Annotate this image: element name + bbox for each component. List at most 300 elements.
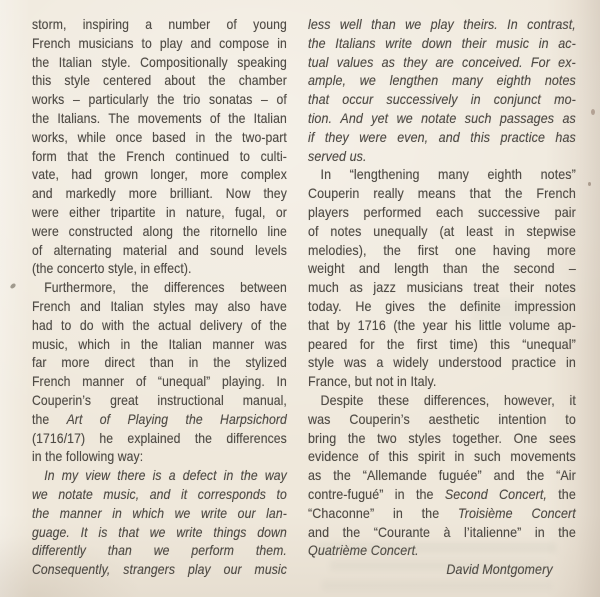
text-line [32,222,287,241]
word: for [359,335,375,352]
word: yet [371,109,389,126]
text-line [32,410,287,429]
bleed-through-artifact [318,542,556,553]
word: differently [32,542,86,559]
word: and [308,523,330,540]
word: The [108,109,130,126]
word: the [386,335,405,352]
word: material [122,241,168,258]
word: this [388,448,409,465]
word: had [32,316,53,333]
word: in [392,504,403,521]
word: time) [449,335,478,352]
word: French [126,147,165,164]
word: however, [504,391,555,408]
word: ex- [558,53,576,70]
word: Italian [168,335,202,352]
word: and [358,260,381,277]
word: second [513,260,555,277]
word: were [359,128,387,145]
word: works [32,91,65,108]
word: constructed [68,222,133,239]
text-line [32,259,287,278]
word: than [149,354,174,371]
word: which [78,335,111,352]
text-line [308,259,576,278]
word: the [140,335,159,352]
word: French [32,373,71,390]
word: Italian [58,53,93,70]
word: we [396,109,413,126]
word: the [481,260,500,277]
word: à [443,523,451,540]
word: stepwise [526,222,576,239]
word: brilliant. [169,185,213,202]
word: the [32,109,50,126]
word: with [101,316,125,333]
word: while [77,128,106,145]
word: year [422,316,448,333]
word: of [250,316,262,333]
word: passages [499,109,555,126]
word: do [79,316,94,333]
bleed-through-artifact [322,580,552,591]
bleed-through-artifact [330,560,550,571]
text-line [308,15,576,34]
text-line [308,353,576,372]
text-line [32,560,287,579]
word: than [371,16,396,32]
word: as [381,53,396,70]
word: successively [386,91,458,108]
word: values [336,53,374,70]
word: stylized [245,354,287,371]
word: sonatas [209,91,253,108]
word: manual, [242,391,287,408]
word: they [263,185,287,202]
text-line [308,466,576,485]
text-line [32,447,287,466]
word: culti- [260,147,287,164]
text-line [308,391,576,410]
word: contrast, [527,16,576,32]
word: by [336,316,351,333]
word: tion. [308,109,333,126]
word: French [536,185,576,202]
word: Playing [127,410,169,427]
word: volume [509,316,550,333]
word: tripartite [110,203,156,220]
word: jazz [373,279,397,296]
word: evidence [308,448,359,465]
text-line [308,34,576,53]
word: treat [473,279,499,296]
word: is [98,523,108,540]
word: perform [191,542,235,559]
word: have [259,297,287,314]
word: manner [59,504,102,521]
word: down [421,34,452,51]
text-line [308,147,576,166]
word: manner [82,373,125,390]
word: far [32,354,47,371]
word: “unequal” [157,373,211,390]
word: to [141,34,152,51]
word: compose [219,34,270,51]
text-line [32,316,287,335]
word: length [394,260,429,277]
text-line [308,278,576,297]
word: strangers [123,561,176,578]
word: in [504,222,515,239]
word: we [153,542,170,559]
word: many [438,166,469,183]
word: of [32,241,43,258]
word: markedly [65,185,116,202]
word: the [132,316,150,333]
word: And [340,109,363,126]
word: in [120,335,131,352]
word: instructional [157,391,224,408]
word: peared [308,335,348,352]
word: each [435,203,464,220]
word: performed [363,203,422,220]
word: notes” [540,166,576,183]
word: together. [452,429,502,446]
word: along [142,222,174,239]
word: For [530,53,550,70]
word: of [209,109,221,126]
word: style [64,72,90,89]
word: centered [103,72,152,89]
word: the [32,410,50,427]
word: of [135,373,147,390]
word: view [85,467,111,484]
word: speaking [237,53,287,70]
word: actual [158,316,192,333]
text-line [308,372,576,391]
word: little [478,316,502,333]
word: two [377,429,397,446]
word: practice [500,128,545,145]
word: “unequal” [522,335,576,352]
word: alternating [53,241,112,258]
word: means [417,185,456,202]
word: ample, [308,72,347,89]
text-line [32,128,287,147]
byline: David Montgomery [446,561,553,578]
word: and [80,297,101,314]
word: eighth [496,72,532,89]
word: Harpsichord [220,410,287,427]
word: impression [514,297,576,314]
word: Second [444,485,488,502]
word: the [342,523,361,540]
text-line [32,241,287,260]
word: as [562,109,576,126]
word: the [383,241,401,258]
word: sound [210,241,244,258]
word: French [32,297,71,314]
right-column [308,15,576,579]
word: – [72,91,80,108]
text-line [32,165,287,184]
word: spirit [417,448,445,465]
word: more [128,185,157,202]
word: that [308,91,330,108]
word: continued [175,147,230,164]
text-line [308,90,576,109]
word: styles [153,297,186,314]
word: theirs. [463,16,498,32]
word: “lengthening [349,166,420,183]
word: trio [183,91,201,108]
word: conjunct [493,91,541,108]
text-line [308,165,576,184]
word: of [226,16,237,32]
word: form [32,147,57,164]
word: “Courante [373,523,431,540]
word: the [208,72,226,89]
word: our [237,504,256,521]
text-line [308,184,576,203]
word: things [213,523,247,540]
word: definite [459,297,501,314]
text-line [32,523,287,542]
word: first [417,241,439,258]
word: music, [103,485,140,502]
text-line [32,203,287,222]
word: melodies), [308,241,367,258]
word: as [308,467,322,484]
word: occur [342,91,374,108]
word: in [565,354,576,371]
word: lengthen [389,72,439,89]
word: also [227,297,251,314]
word: the [504,185,523,202]
word: in [454,448,465,465]
word: the [32,504,50,521]
word: as [349,279,363,296]
word: one [455,241,477,258]
text-line [32,15,287,34]
word: the [185,410,203,427]
word: we [359,72,376,89]
word: weight [308,260,345,277]
word: the [428,297,447,314]
word: the [182,222,201,239]
text-line [32,71,287,90]
word: were [32,222,59,239]
word: more [61,354,90,371]
word: or [275,203,287,220]
word: great [110,391,139,408]
word: the [558,485,576,502]
word: vate, [32,166,59,183]
word: In [44,467,55,484]
word: write [200,504,228,521]
word: the [415,485,434,502]
word: manner [212,335,255,352]
word: two-part [242,128,287,145]
word: movements [137,109,202,126]
word: One [513,429,538,446]
word: even, [397,128,429,145]
word: is [152,467,162,484]
text-line [308,241,576,260]
word: notes [544,279,576,296]
word: Italians. [57,109,101,126]
word: players [308,203,349,220]
text-line [32,184,287,203]
word: such [474,448,501,465]
text-line [308,335,576,354]
word: “Allemande [362,467,427,484]
word: in [223,467,234,484]
word: Couperin’s [32,391,92,408]
word: they [403,53,428,70]
word: it [180,485,188,502]
word: these [378,391,410,408]
word: tual [308,53,329,70]
word: and [32,185,53,202]
text-line [308,203,576,222]
word: a [145,16,153,32]
word: in [165,203,176,220]
word: write [176,523,203,540]
word: really [373,185,404,202]
word: notes [330,222,362,239]
word: inspiring [82,16,130,32]
word: he [99,429,114,446]
word: there [117,467,146,484]
word: way [264,467,287,484]
text-line [32,335,287,354]
word: this [32,72,52,89]
word: that [67,147,89,164]
text-line [32,541,287,560]
word: than [443,260,468,277]
word: we [32,485,48,502]
word: the [558,523,576,540]
word: and [149,485,171,502]
word: that [469,185,491,202]
word: in [394,485,405,502]
word: in [112,504,122,521]
text-segment: in the following way: [32,448,144,465]
word: understood [438,354,502,371]
word: chamber [238,72,287,89]
word: number [168,16,211,32]
word: contre-fugué” [308,485,384,502]
word: Troisième [457,504,513,521]
word: ritornello [209,222,258,239]
word: to [276,485,287,502]
word: conceived. [462,53,523,70]
word: a [376,354,384,371]
word: in [195,128,206,145]
word: we [149,523,166,540]
word: today. [308,297,342,314]
word: musicians [78,34,134,51]
word: may [194,297,219,314]
word: eighth [487,166,523,183]
word: play [187,561,211,578]
text-segment: (the concerto style, in effect). [32,260,192,277]
word: He [355,297,372,314]
word: delivery [199,316,243,333]
word: and [493,467,515,484]
word: aesthetic [428,410,480,427]
word: the [240,467,258,484]
word: lan- [266,504,287,521]
text-line [308,71,576,90]
word: intention [498,410,547,427]
word: the [347,429,366,446]
word: the [194,429,213,446]
word: music, [32,335,68,352]
word: a [168,467,176,484]
word: Italians [335,34,376,51]
word: ac- [558,34,576,51]
word: first [416,335,438,352]
word: and [190,34,212,51]
word: notate [58,485,93,502]
word: differences, [423,391,490,408]
text-line [308,447,576,466]
word: gives [385,297,415,314]
word: guage. [32,523,70,540]
word: we [405,16,422,32]
word: nature, [186,203,225,220]
word: explained [127,429,181,446]
word: ap- [557,316,576,333]
text-line [32,109,287,128]
text-segment: served us. [308,147,367,164]
word: line [267,222,287,239]
word: music [495,34,530,51]
word: music [254,561,287,578]
text-line [32,278,287,297]
word: their [461,34,487,51]
print-speck [588,182,591,186]
word: the [421,504,440,521]
word: (1716/17) [32,429,86,446]
bleed-through-artifact [470,299,558,323]
word: of [99,410,111,427]
word: least [466,222,493,239]
word: (at [439,222,455,239]
text-line [32,485,287,504]
word: longer, [150,166,188,183]
word: In [320,166,332,183]
text-line [32,372,287,391]
word: Concert, [499,485,548,502]
word: this [470,128,491,145]
text-line [308,523,576,542]
word: was [264,335,287,352]
word: successive [478,203,541,220]
text-segment: Quatrième Concert. [308,542,419,559]
word: and [178,241,199,258]
text-line [308,128,576,147]
word: the [269,316,287,333]
word: mo- [554,91,576,108]
word: of [308,222,319,239]
text-line [308,485,576,504]
word: which [132,504,165,521]
word: was [308,410,331,427]
